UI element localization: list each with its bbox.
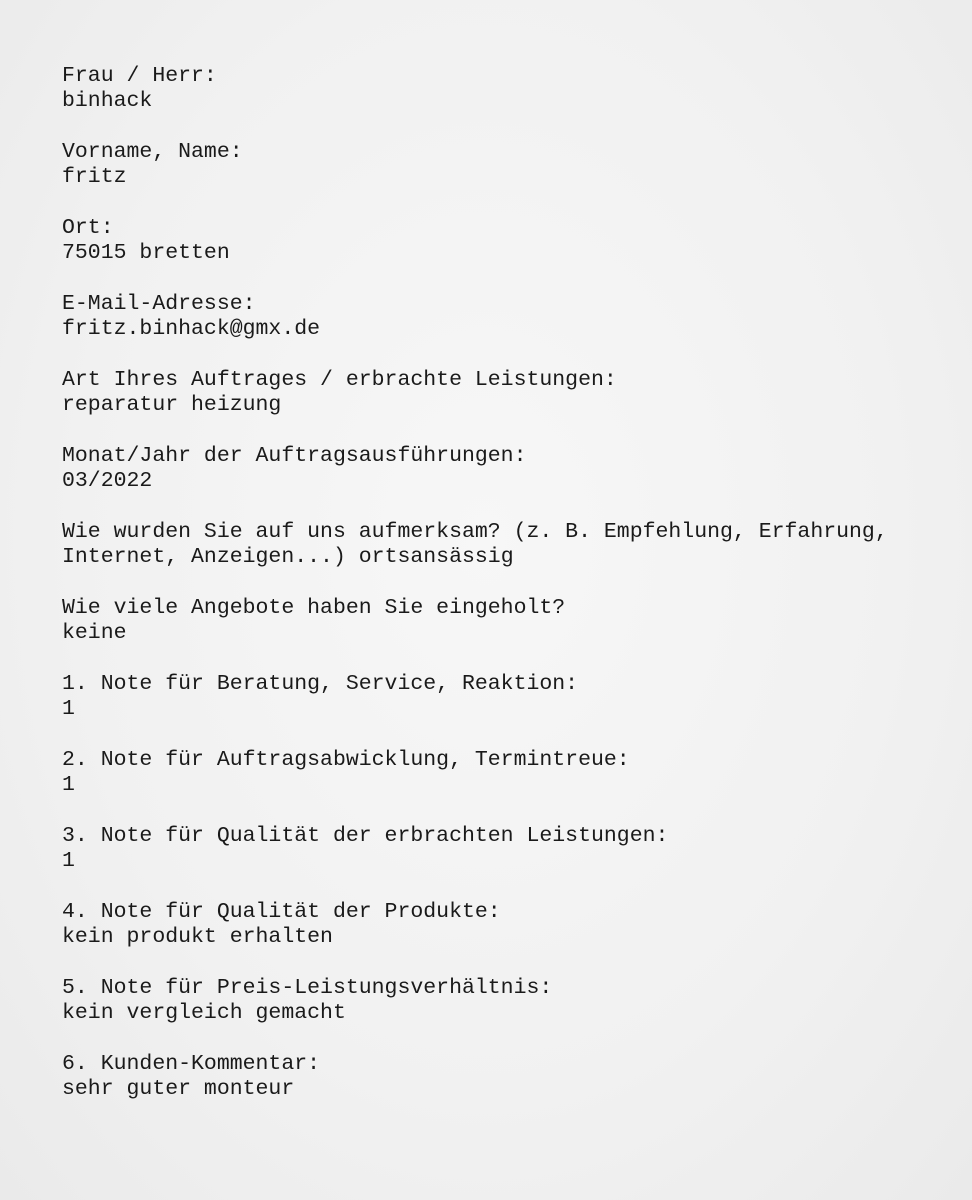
field-note1 [62, 672, 942, 722]
field-label: Wie wurden Sie auf uns aufmerksam? (z. B. Empfehlung, Erfahrung, [62, 520, 888, 544]
field-label: 6. Kunden-Kommentar: [62, 1052, 321, 1076]
field-aufmerksam [62, 520, 942, 570]
field-angebote [62, 596, 942, 646]
field-name [62, 140, 942, 190]
review-form-document [62, 64, 942, 1102]
field-value: 1 [62, 849, 75, 873]
field-datum [62, 444, 942, 494]
field-value: reparatur heizung [62, 393, 282, 417]
field-label: 2. Note für Auftragsabwicklung, Termintreue: [62, 748, 630, 772]
field-label: Monat/Jahr der Auftragsausführungen: [62, 444, 527, 468]
field-note3 [62, 824, 942, 874]
field-kommentar [62, 1052, 942, 1102]
field-value: fritz.binhack@gmx.de [62, 317, 321, 341]
field-value: kein produkt erhalten [62, 925, 333, 949]
field-ort [62, 216, 942, 266]
field-label: E-Mail-Adresse: [62, 292, 256, 316]
field-email [62, 292, 942, 342]
field-value: binhack [62, 89, 153, 113]
field-value: fritz [62, 165, 127, 189]
field-label-continued [62, 545, 942, 570]
field-label: 5. Note für Preis-Leistungsverhältnis: [62, 976, 553, 1000]
field-label: Art Ihres Auftrages / erbrachte Leistungen: [62, 368, 617, 392]
field-value: kein vergleich gemacht [62, 1001, 346, 1025]
field-note2 [62, 748, 942, 798]
field-value: 1 [62, 773, 75, 797]
field-label: Vorname, Name: [62, 140, 243, 164]
field-label: 3. Note für Qualität der erbrachten Leistungen: [62, 824, 669, 848]
field-value: sehr guter monteur [62, 1077, 295, 1101]
field-label: Ort: [62, 216, 114, 240]
field-label: 4. Note für Qualität der Produkte: [62, 900, 501, 924]
field-label-part: Internet, Anzeigen...) [62, 545, 346, 569]
field-label: Frau / Herr: [62, 64, 217, 88]
field-note4 [62, 900, 942, 950]
field-label: 1. Note für Beratung, Service, Reaktion: [62, 672, 579, 696]
field-note5 [62, 976, 942, 1026]
field-value: 03/2022 [62, 469, 153, 493]
field-value: keine [62, 621, 127, 645]
field-auftrag [62, 368, 942, 418]
field-label: Wie viele Angebote haben Sie eingeholt? [62, 596, 566, 620]
field-value: 75015 bretten [62, 241, 230, 265]
field-value: ortsansässig [358, 545, 514, 569]
field-value: 1 [62, 697, 75, 721]
field-anrede [62, 64, 942, 114]
